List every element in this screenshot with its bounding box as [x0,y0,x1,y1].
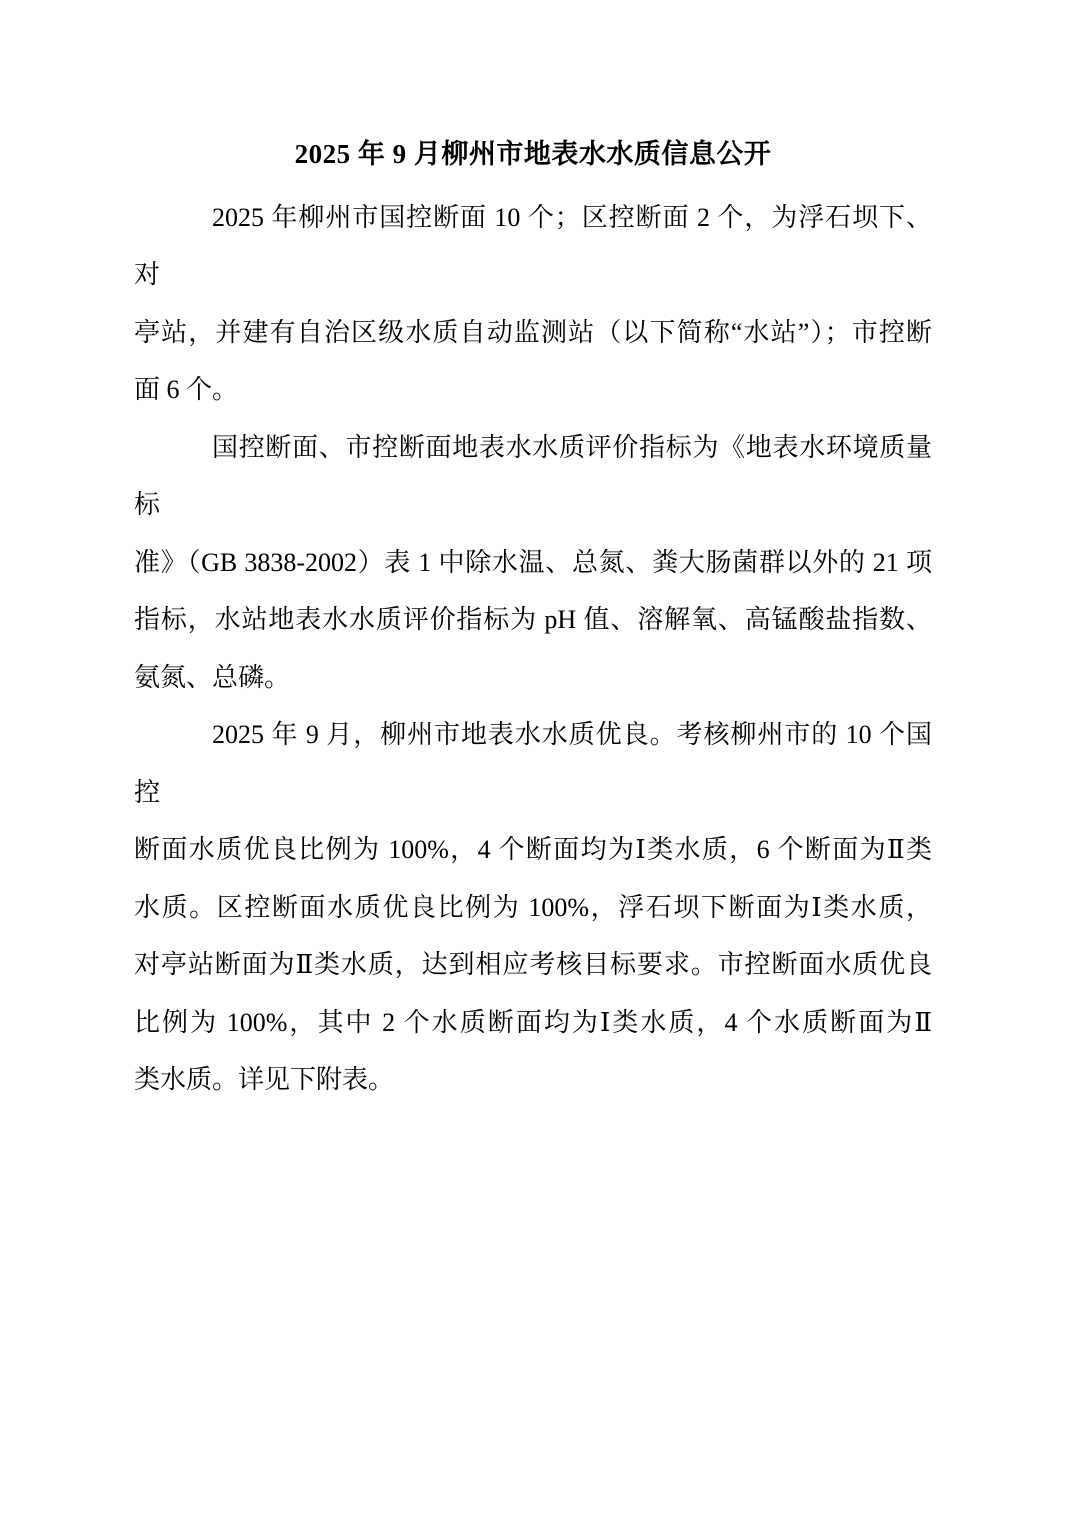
text-line: 指标，水站地表水水质评价指标为 pH 值、溶解氧、高锰酸盐指数、 [134,605,932,634]
text-line: 对亭站断面为Ⅱ类水质，达到相应考核目标要求。市控断面水质优良 [134,950,932,979]
text-line: 比例为 100%，其中 2 个水质断面均为Ⅰ类水质，4 个水质断面为Ⅱ [134,1007,932,1037]
text-line: 氨氮、总磷。 [134,662,291,692]
text-line: 亭站，并建有自治区级水质自动监测站（以下简称“水站”）；市控断 [134,317,932,347]
paragraph-overview [134,189,932,419]
text-line: 水质。区控断面水质优良比例为 100%，浮石坝下断面为Ⅰ类水质， [134,892,932,922]
paragraph-monthly-results [134,706,932,1109]
text-line: 准》（GB 3838-2002）表 1 中除水温、总氮、粪大肠菌群以外的 21 项 [134,547,932,577]
text-line: 2025 年 9 月，柳州市地表水水质优良。考核柳州市的 10 个国控 [134,720,932,807]
paragraph-evaluation-criteria [134,419,932,707]
text-line: 断面水质优良比例为 100%，4 个断面均为Ⅰ类水质，6 个断面为Ⅱ类 [134,835,932,864]
text-line: 类水质。详见下附表。 [134,1065,395,1094]
document-title: 2025 年 9 月柳州市地表水水质信息公开 [294,139,772,169]
text-line: 2025 年柳州市国控断面 10 个；区控断面 2 个，为浮石坝下、对 [134,202,932,289]
text-line: 面 6 个。 [134,375,239,404]
text-line: 国控断面、市控断面地表水水质评价指标为《地表水环境质量标 [134,432,932,519]
